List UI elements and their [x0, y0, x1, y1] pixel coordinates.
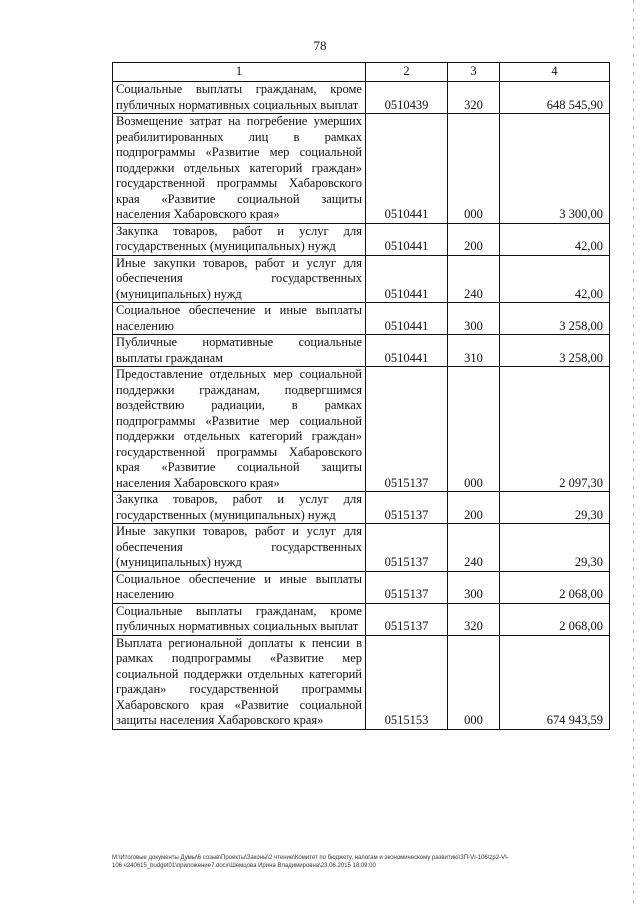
row-code: 0515137 [366, 367, 448, 492]
row-type: 200 [448, 492, 500, 524]
row-type: 200 [448, 223, 500, 255]
row-code: 0510441 [366, 223, 448, 255]
row-name: Иные закупки товаров, работ и услуг для обеспечения государственных (муниципальных) нужд [113, 524, 366, 572]
row-type: 310 [448, 335, 500, 367]
row-type: 320 [448, 82, 500, 114]
row-sum: 2 068,00 [500, 603, 610, 635]
row-name: Закупка товаров, работ и услуг для государственных (муниципальных) нужд [113, 492, 366, 524]
budget-table [112, 62, 610, 730]
row-type: 240 [448, 255, 500, 303]
row-sum: 648 545,90 [500, 82, 610, 114]
row-type: 000 [448, 114, 500, 224]
row-code: 0510441 [366, 335, 448, 367]
header-col-2: 2 [366, 63, 448, 82]
header-col-4: 4 [500, 63, 610, 82]
row-sum: 2 068,00 [500, 571, 610, 603]
table-row [113, 335, 610, 367]
row-type: 320 [448, 603, 500, 635]
scan-edge-divider [633, 0, 634, 905]
table-row [113, 603, 610, 635]
header-col-3: 3 [448, 63, 500, 82]
row-sum: 2 097,30 [500, 367, 610, 492]
row-sum: 3 300,00 [500, 114, 610, 224]
row-type: 000 [448, 367, 500, 492]
row-name: Возмещение затрат на погребение умерших реабилитированных лиц в рамках подпрограммы «Развитие мер социальной поддержки отдельных категорий граждан» государственной программы Хабаровского края «Развитие социальной защиты населения Хабаровского края» [113, 114, 366, 224]
row-name: Выплата региональной доплаты к пенсии в рамках подпрограммы «Развитие мер социальной поддержки отдельных категорий граждан» государственной программы Хабаровского края «Развитие социальной защиты населения Хабаровского края» [113, 635, 366, 729]
row-type: 000 [448, 635, 500, 729]
row-sum: 674 943,59 [500, 635, 610, 729]
row-name: Социальные выплаты гражданам, кроме публичных нормативных социальных выплат [113, 603, 366, 635]
row-name: Социальное обеспечение и иные выплаты населению [113, 303, 366, 335]
row-sum: 29,30 [500, 524, 610, 572]
row-name: Предоставление отдельных мер социальной поддержки гражданам, подвергшимся воздействию радиации, в рамках подпрограммы «Развитие мер социальной поддержки отдельных категорий граждан» государственной программы Хабаровского края «Развитие социальной защиты населения Хабаровского края» [113, 367, 366, 492]
row-code: 0510441 [366, 114, 448, 224]
row-name: Иные закупки товаров, работ и услуг для обеспечения государственных (муниципальных) нужд [113, 255, 366, 303]
row-sum: 3 258,00 [500, 303, 610, 335]
page-number: 78 [313, 38, 327, 53]
row-type: 300 [448, 571, 500, 603]
row-name: Публичные нормативные социальные выплаты гражданам [113, 335, 366, 367]
table-row [113, 82, 610, 114]
row-code: 0510441 [366, 255, 448, 303]
table-row [113, 255, 610, 303]
table-row [113, 114, 610, 224]
table-row [113, 492, 610, 524]
row-code: 0515137 [366, 492, 448, 524]
row-code: 0515153 [366, 635, 448, 729]
table-row [113, 223, 610, 255]
table-row [113, 303, 610, 335]
table-row [113, 635, 610, 729]
header-col-1: 1 [113, 63, 366, 82]
footer-line-2: 106 ч240615_budget01\приложение7.docx\Шемцова Ирина Владимировна\23.06.2015 18:09:00 [112, 863, 376, 869]
file-path-footer [112, 854, 612, 870]
row-code: 0510441 [366, 303, 448, 335]
row-name: Закупка товаров, работ и услуг для государственных (муниципальных) нужд [113, 223, 366, 255]
row-code: 0515137 [366, 524, 448, 572]
row-sum: 29,30 [500, 492, 610, 524]
table-row [113, 571, 610, 603]
row-sum: 3 258,00 [500, 335, 610, 367]
footer-line-1: M:\Итоговые документы Думы\6 созыв\Проекты\Законы\2 чтение\Комитет по бюджету, налогам и экономическому развитию\ЗП-VI-106\zp2-VI- [112, 855, 509, 861]
row-name: Социальные выплаты гражданам, кроме публичных нормативных социальных выплат [113, 82, 366, 114]
row-name: Социальное обеспечение и иные выплаты населению [113, 571, 366, 603]
row-type: 240 [448, 524, 500, 572]
row-code: 0510439 [366, 82, 448, 114]
table-row [113, 367, 610, 492]
row-sum: 42,00 [500, 255, 610, 303]
table-row [113, 524, 610, 572]
row-type: 300 [448, 303, 500, 335]
row-code: 0515137 [366, 571, 448, 603]
row-sum: 42,00 [500, 223, 610, 255]
row-code: 0515137 [366, 603, 448, 635]
table-header-row [113, 63, 610, 82]
